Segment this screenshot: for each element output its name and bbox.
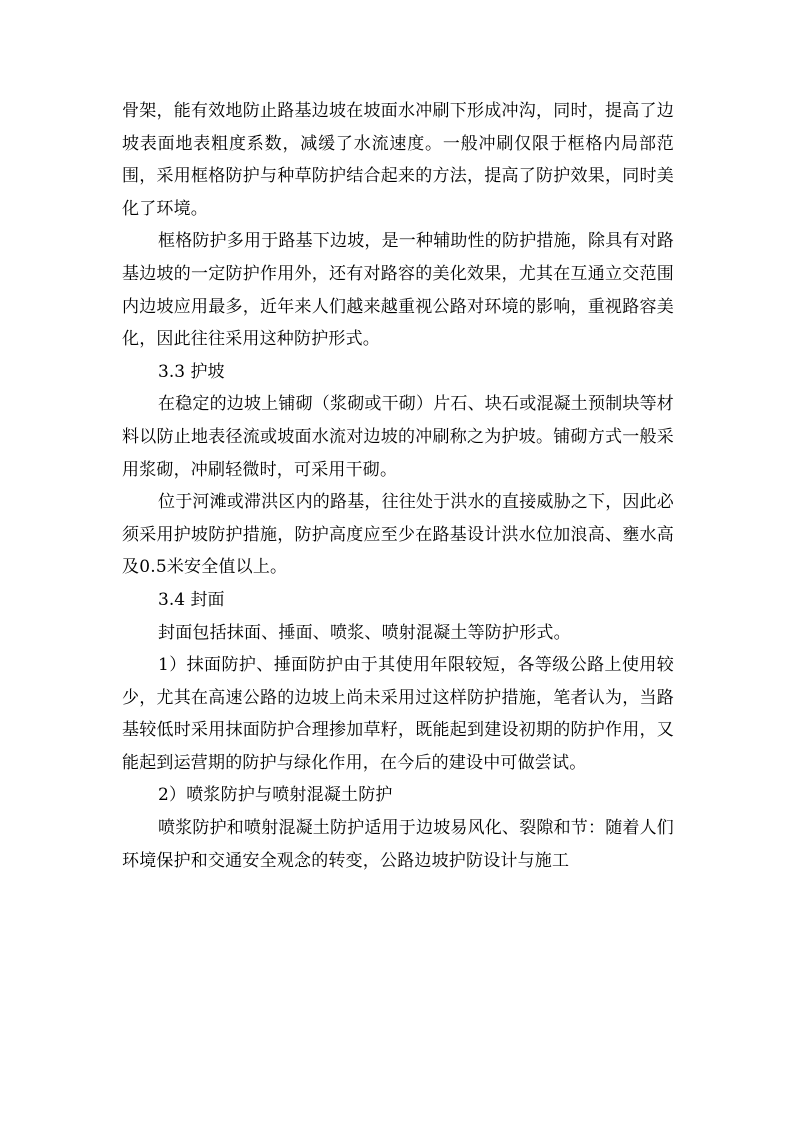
paragraph-flood-zone-protection: 位于河滩或滞洪区内的路基，往往处于洪水的直接威胁之下，因此必须采用护坡防护措施，防护高度应至少在路基设计洪水位加浪高、壅水高及0.5米安全值以上。 [122,492,674,578]
paragraph-framework-usage: 框格防护多用于路基下边坡，是一种辅助性的防护措施，除具有对路基边坡的一定防护作用外，还有对路容的美化效果，尤其在互通立交范围内边坡应用最多，近年来人们越来越重视公路对环境的影响，重视路容美化，因此往往采用这种防护形式。 [122,231,674,350]
paragraph-plastering-protection: 1）抹面防护、捶面防护由于其使用年限较短，各等级公路上使用较少，尤其在高速公路的边坡上尚未采用过这样防护措施，笔者认为，当路基较低时采用抹面防护合理掺加草籽，既能起到建设初期的防护作用，又能起到运营期的防护与绿化作用，在今后的建设中可做尝试。 [122,655,674,773]
paragraph-sealing-types: 封面包括抹面、捶面、喷浆、喷射混凝土等防护形式。 [158,622,571,643]
paragraph-shotcrete-subheading: 2）喷浆防护与喷射混凝土防护 [158,785,393,806]
section-heading-3-4: 3.4 封面 [158,589,225,610]
section-heading-3-3: 3.3 护坡 [158,361,225,382]
paragraph-slope-protection-definition: 在稳定的边坡上铺砌（浆砌或干砌）片石、块石或混凝土预制块等材料以防止地表径流或坡面水流对边坡的冲刷称之为护坡。铺砌方式一般采用浆砌，冲刷轻微时，可采用干砌。 [122,394,674,480]
document-body [122,95,674,877]
paragraph-shotcrete-usage: 喷浆防护和喷射混凝土防护适用于边坡易风化、裂隙和节：随着人们环境保护和交通安全观念的转变，公路边坡护防设计与施工 [122,818,674,871]
paragraph-framework-benefits: 骨架，能有效地防止路基边坡在坡面水冲刷下形成冲沟，同时，提高了边坡表面地表粗度系数，减缓了水流速度。一般冲刷仅限于框格内局部范围，采用框格防护与种草防护结合起来的方法，提高了防护效果，同时美化了环境。 [122,101,674,219]
